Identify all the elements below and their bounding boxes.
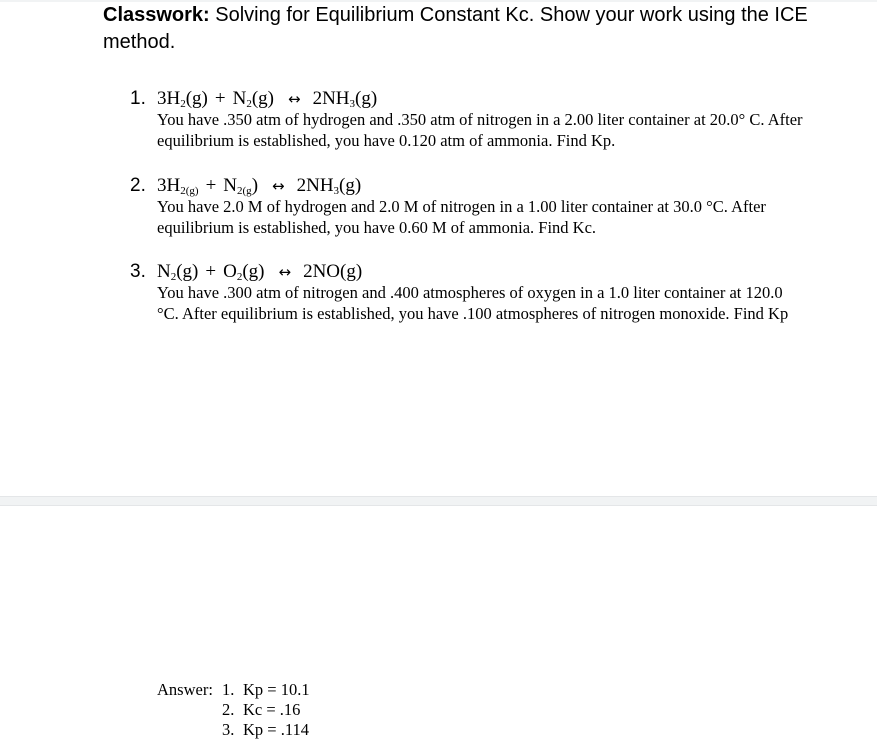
answer-value: Kc = .16 xyxy=(243,700,301,719)
eq-subscript: 2 xyxy=(180,98,186,110)
answer-number: 3. xyxy=(222,720,235,739)
equilibrium-arrow-icon: ↔ xyxy=(288,90,301,108)
eq-subscript: 2(g) xyxy=(180,185,199,197)
problem-3-equation xyxy=(157,261,362,283)
equilibrium-arrow-icon: ↔ xyxy=(278,263,292,281)
problem-3-number: 3. xyxy=(130,261,146,282)
problem-1-equation xyxy=(157,88,377,110)
eq-term: N xyxy=(223,175,238,196)
page-break xyxy=(0,496,877,506)
answer-value: Kp = 10.1 xyxy=(243,680,310,699)
equilibrium-arrow-icon: ↔ xyxy=(272,177,285,195)
eq-state: (g) xyxy=(355,88,378,109)
eq-paren: ) xyxy=(251,175,259,196)
eq-plus: + xyxy=(214,88,226,109)
eq-subscript: 2 xyxy=(170,271,177,283)
answer-label: Answer: xyxy=(157,680,213,699)
eq-subscript: 3 xyxy=(349,98,356,110)
eq-term: 2NO(g) xyxy=(303,261,363,282)
eq-state: (g) xyxy=(176,261,199,282)
eq-plus: + xyxy=(205,261,217,282)
eq-term: O xyxy=(223,261,237,282)
problem-2-equation xyxy=(157,175,361,197)
title-text: Solving for Equilibrium Constant Kc. Show your work using the ICE method. xyxy=(103,4,808,53)
eq-state: (g) xyxy=(339,175,362,196)
answer-number: 2. xyxy=(222,700,235,719)
eq-state: (g) xyxy=(242,261,265,282)
eq-state: (g) xyxy=(251,88,274,109)
eq-term: N xyxy=(232,88,247,109)
title-bold-label: Classwork: xyxy=(103,4,210,26)
eq-term: N xyxy=(157,261,171,282)
problem-1-text: You have .350 atm of hydrogen and .350 atm of nitrogen in a 2.00 liter container at 20.0° C. After equilibrium is established, you have 0.120 atm of ammonia. Find Kp. xyxy=(157,110,803,150)
answer-number: 1. xyxy=(222,680,235,699)
problem-3-text: You have .300 atm of nitrogen and .400 atmospheres of oxygen in a 1.0 liter container at 120.0 °C. After equilibrium is established, you have .100 atmospheres of nitrogen monoxide. Find Kp xyxy=(157,283,789,323)
eq-subscript: 2(g xyxy=(237,185,252,197)
eq-subscript: 3 xyxy=(333,185,340,197)
problem-2-number: 2. xyxy=(130,175,146,196)
problem-1-number: 1. xyxy=(130,88,146,109)
page-title xyxy=(103,2,823,56)
eq-term: 2NH xyxy=(296,175,334,196)
eq-term: 3H xyxy=(157,88,181,109)
eq-term: 2NH xyxy=(312,88,350,109)
eq-subscript: 2 xyxy=(236,271,243,283)
eq-plus: + xyxy=(205,175,217,196)
problem-2-text: You have 2.0 M of hydrogen and 2.0 M of nitrogen in a 1.00 liter container at 30.0 °C. After equilibrium is established, you have 0.60 M of ammonia. Find Kc. xyxy=(157,197,766,237)
eq-state: (g) xyxy=(185,88,208,109)
eq-subscript: 2 xyxy=(246,98,252,110)
eq-term: 3H xyxy=(157,175,181,196)
answer-value: Kp = .114 xyxy=(243,720,309,739)
